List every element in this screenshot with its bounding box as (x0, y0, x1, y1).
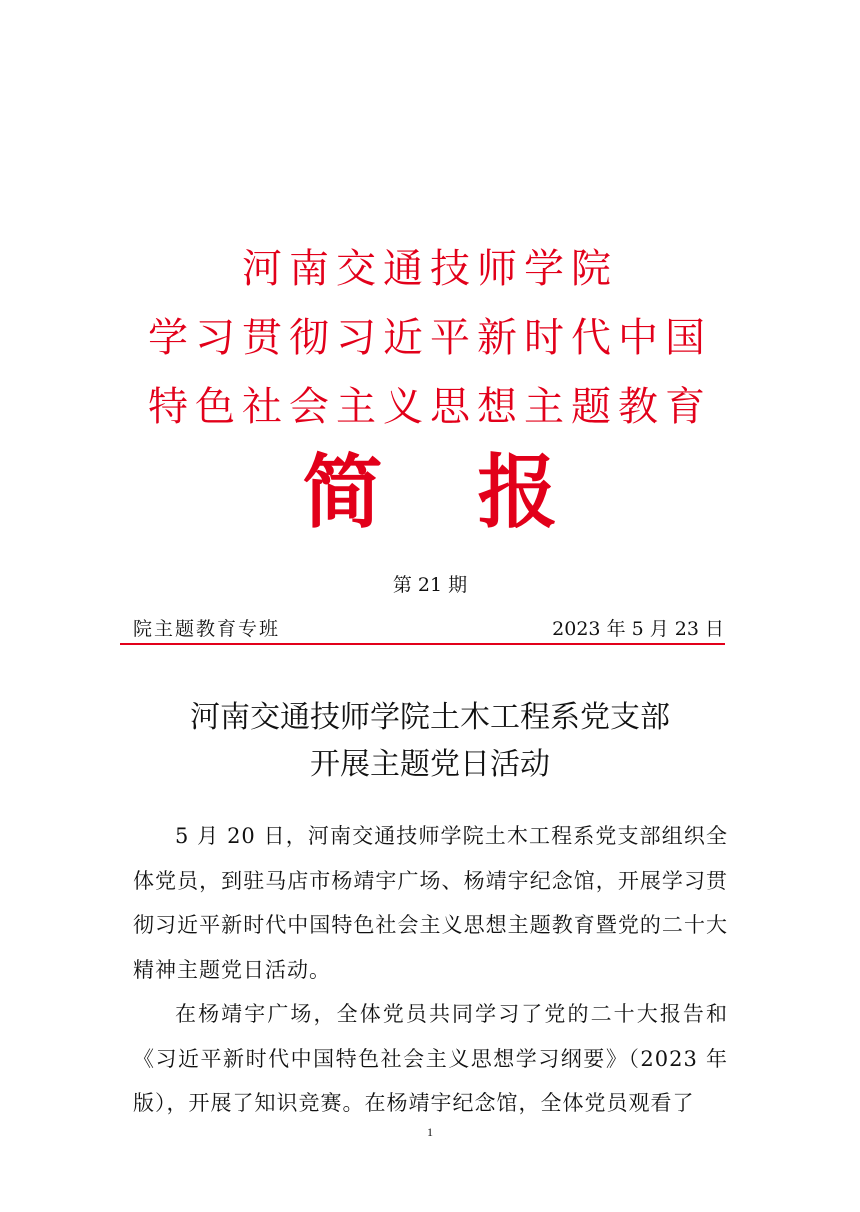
header-line-2: 学习贯彻习近平新时代中国 (148, 315, 712, 361)
header-line-3: 特色社会主义思想主题教育 (148, 384, 712, 430)
issue-number: 第 21 期 (392, 574, 468, 596)
article-title-line-1: 河南交通技师学院土木工程系党支部 (190, 700, 670, 735)
article-paragraph-2: 在杨靖宇广场，全体党员共同学习了党的二十大报告和《习近平新时代中国特色社会主义思想学习纲要》（2023 年版），开展了知识竞赛。在杨靖宇纪念馆，全体党员观看了 (133, 1002, 728, 1115)
article-paragraph-1: 5 月 20 日，河南交通技师学院土木工程系党支部组织全体党员，到驻马店市杨靖宇广场、杨靖宇纪念馆，开展学习贯彻习近平新时代中国特色社会主义思想主题教育暨党的二十大精神主题党日活动。 (133, 824, 728, 982)
article-body (133, 814, 728, 1126)
article-title-line-2: 开展主题党日活动 (310, 747, 550, 782)
red-divider (120, 643, 725, 645)
publish-date: 2023 年 5 月 23 日 (552, 618, 724, 640)
brief-title-char-2: 报 (477, 445, 558, 539)
header-line-1: 河南交通技师学院 (242, 246, 618, 292)
brief-title-char-1: 简 (302, 445, 383, 539)
publisher: 院主题教育专班 (133, 618, 281, 640)
brief-title (0, 445, 860, 539)
page-number: 1 (427, 1125, 433, 1139)
